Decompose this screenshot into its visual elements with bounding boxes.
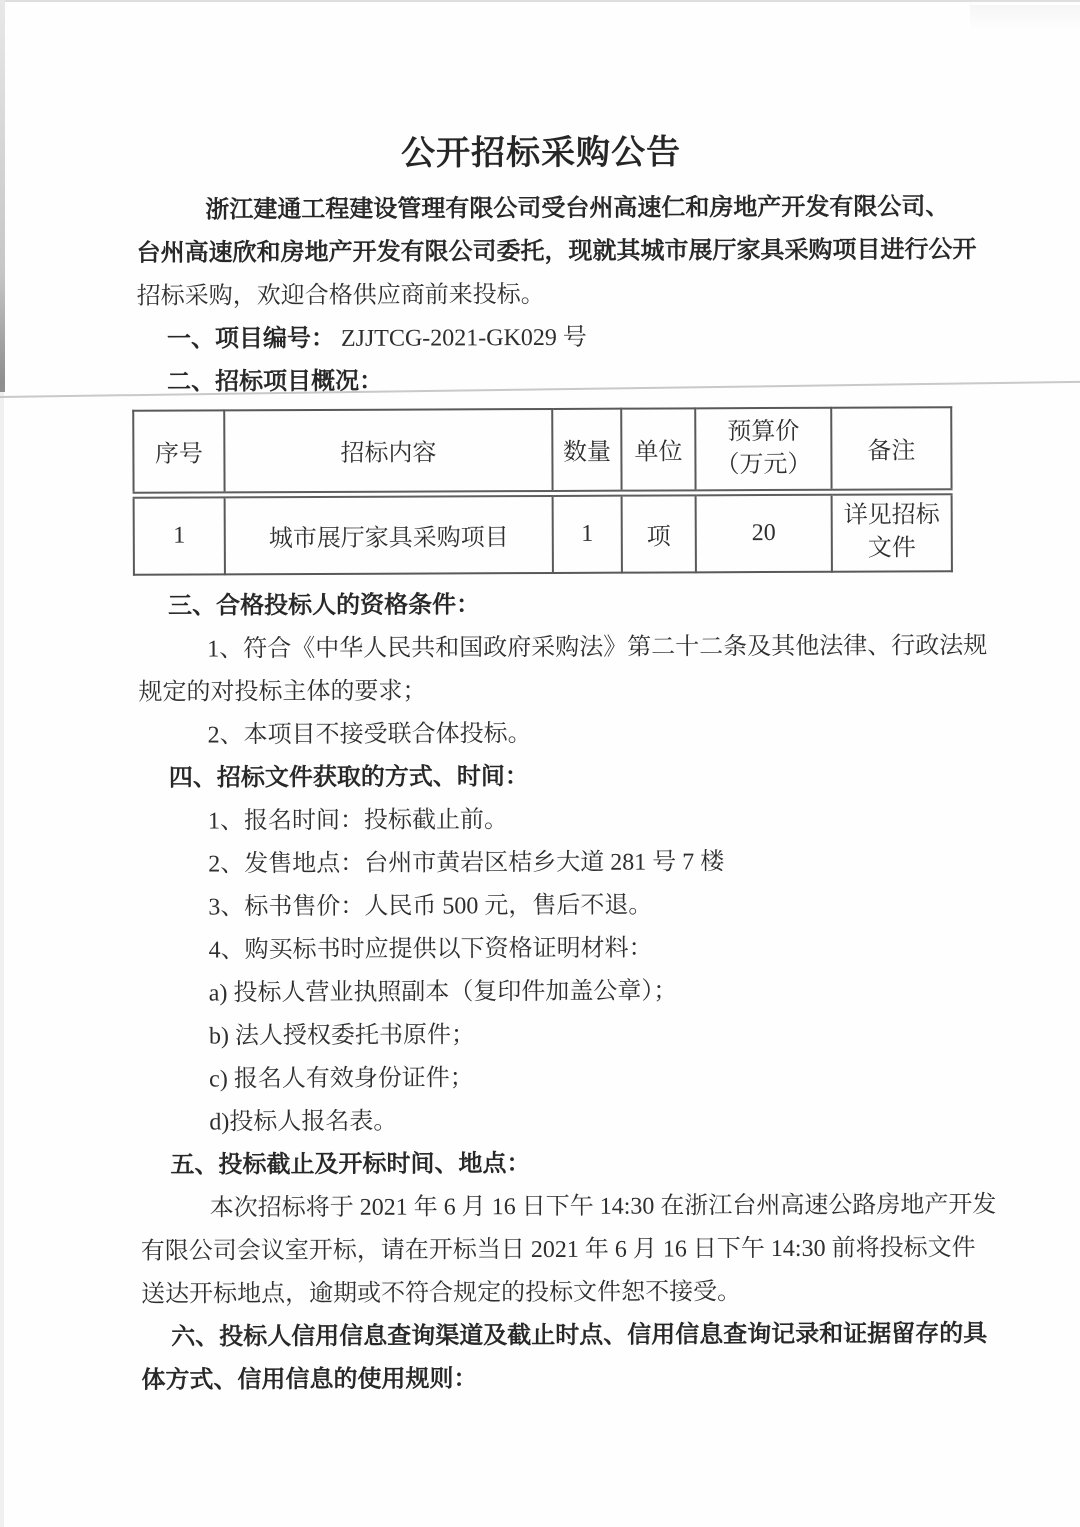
- document-content: [136, 128, 997, 1403]
- intro-line-3: 招标采购，欢迎合格供应商前来投标。: [136, 281, 545, 310]
- header-note: 备注: [831, 407, 951, 492]
- section4-item-b: b) 法人授权委托书原件；: [208, 1022, 476, 1050]
- header-unit: 单位: [621, 408, 695, 492]
- section5-line-3: 送达开标地点，逾期或不符合规定的投标文件恕不接受。: [141, 1279, 742, 1308]
- cell-seq: 1: [134, 494, 225, 574]
- cell-qty: 1: [553, 493, 622, 573]
- section3-line-3: 2、本项目不接受联合体投标。: [207, 721, 532, 749]
- scan-left-edge-upper: [0, 0, 5, 392]
- header-budget: [695, 408, 831, 493]
- section4-item-1: 1、报名时间：投标截止前。: [207, 807, 509, 835]
- section3-heading: 三、合格投标人的资格条件：: [168, 592, 481, 620]
- cell-unit: 项: [622, 492, 696, 572]
- header-qty: 数量: [552, 409, 621, 493]
- page-title: 公开招标采购公告: [401, 134, 682, 173]
- section5-line-1: 本次招标将于 2021 年 6 月 16 日下午 14:30 在浙江台州高速公路房地产开发: [209, 1192, 997, 1222]
- section6-heading-line-1: 六、投标人信用信息查询渠道及截止时点、信用信息查询记录和证据留存的具: [171, 1321, 988, 1351]
- header-seq: 序号: [133, 410, 224, 494]
- section1-label: 一、项目编号：: [166, 325, 335, 353]
- table-row: [134, 491, 952, 575]
- scan-top-edge: [0, 0, 1080, 2]
- header-budget-line1: 预算价: [727, 418, 800, 445]
- cell-budget: 20: [696, 492, 832, 573]
- header-content: 招标内容: [224, 409, 552, 494]
- table-header-row: [133, 407, 951, 495]
- section3-line-2: 规定的对投标主体的要求；: [138, 678, 427, 706]
- cell-note-line1: 详见招标: [843, 502, 940, 529]
- cell-note: [832, 491, 952, 572]
- section6-heading-line-2: 体方式、信用信息的使用规则：: [141, 1366, 478, 1394]
- cell-content: 城市展厅家具采购项目: [225, 493, 553, 574]
- section1-heading: [137, 315, 947, 362]
- section4-item-3: 3、标书售价：人民币 500 元，售后不退。: [208, 892, 653, 921]
- scan-left-edge-lower: [0, 392, 4, 1527]
- section5-line-2: 有限公司会议室开标，请在开标当日 2021 年 6 月 16 日下午 14:30 前将投标文件: [140, 1235, 976, 1265]
- section4-item-2: 2、发售地点：台州市黄岩区桔乡大道 281 号 7 楼: [208, 849, 725, 878]
- section4-item-a: a) 投标人营业执照副本（复印件加盖公章）；: [208, 978, 678, 1007]
- section3-line-1: 1、符合《中华人民共和国政府采购法》第二十二条及其他法律、行政法规: [207, 633, 988, 663]
- section2-heading: 二、招标项目概况：: [167, 368, 384, 396]
- section4-item-d: d)投标人报名表。: [209, 1108, 398, 1136]
- section4-item-c: c) 报名人有效身份证件；: [209, 1065, 474, 1093]
- scan-corner-smudge: [970, 5, 1080, 35]
- section4-heading: 四、招标文件获取的方式、时间：: [168, 764, 529, 792]
- project-number: ZJJTCG-2021-GK029 号: [340, 324, 587, 352]
- section5-heading: 五、投标截止及开标时间、地点：: [170, 1151, 531, 1179]
- intro-line-2: 台州高速欣和房地产开发有限公司委托，现就其城市展厅家具采购项目进行公开: [136, 237, 977, 267]
- section4-item-4: 4、购买标书时应提供以下资格证明材料：: [208, 935, 653, 964]
- header-budget-line2: （万元）: [715, 451, 812, 478]
- tender-overview-table: [132, 406, 953, 576]
- intro-line-1: 浙江建通工程建设管理有限公司受台州高速仁和房地产开发有限公司、: [205, 194, 950, 224]
- cell-note-line2: 文件: [867, 535, 916, 562]
